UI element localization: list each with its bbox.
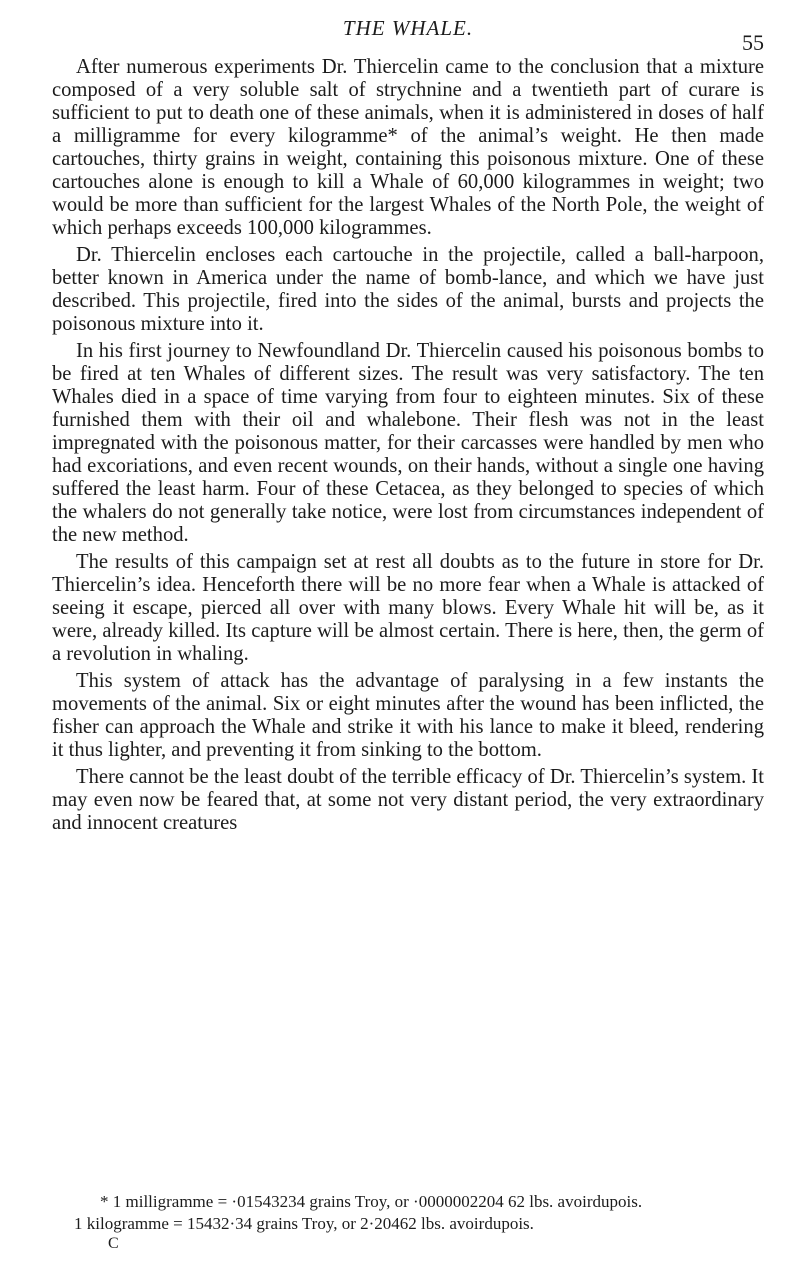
paragraph-ball-harpoon: Dr. Thiercelin encloses each cartouche in the projectile, called a ball-harpoon, better known in America under the name of bomb-lance, and which we have just described. This projectile, fired into the sides of the animal, bursts and projects the poisonous mixture into it. [52, 244, 764, 335]
paragraph-newfoundland-trial: In his first journey to Newfoundland Dr. Thiercelin caused his poisonous bombs to be fired at ten Whales of different sizes. The result was very satisfactory. The ten Whales died in a space of time varying from four to eighteen minutes. Six of these furnished them with their oil and whalebone. Their flesh was not in the least impregnated with the poisonous matter, for their carcasses were handled by men who had excoriations, and even recent wounds, on their hands, without a single one having suffered the least harm. Four of these Cetacea, as they belonged to species of which the whalers do not generally take notice, were lost from circumstances independent of the new method. [52, 340, 764, 546]
footnote-kilogramme: 1 kilogramme = 15432·34 grains Troy, or 2·20462 lbs. avoirdupois. [74, 1214, 534, 1233]
page-header [52, 16, 764, 56]
footnote-milligramme: * 1 milligramme = ·01543234 grains Troy, or ·0000002204 62 lbs. avoirdupois. [100, 1192, 643, 1211]
body-text [52, 56, 764, 835]
paragraph-paralysing-advantage: This system of attack has the advantage of paralysing in a few instants the movements of the animal. Six or eight minutes after the wound has been inflicted, the fisher can approach the Whale and strike it with his lance to make it bleed, rendering it thus lighter, and preventing it from sinking to the bottom. [52, 670, 764, 761]
paragraph-poison-mixture: After numerous experiments Dr. Thiercelin came to the conclusion that a mixture composed of a very soluble salt of strychnine and a twentieth part of curare is sufficient to put to death one of these animals, when it is administered in doses of half a milligramme for every kilogramme* of the animal’s weight. He then made cartouches, thirty grains in weight, containing this poisonous mixture. One of these cartouches alone is enough to kill a Whale of 60,000 kilogrammes in weight; two would be more than sufficient for the largest Whales of the North Pole, the weight of which perhaps exceeds 100,000 kilogrammes. [52, 56, 764, 239]
footnote [52, 1191, 764, 1235]
running-title: THE WHALE. [342, 16, 474, 40]
paragraph-efficacy: There cannot be the least doubt of the terrible efficacy of Dr. Thiercelin’s system. It may even now be feared that, at some not very distant period, the very extraordinary and innocent creatures [52, 766, 764, 834]
book-page [52, 16, 764, 1256]
paragraph-campaign-results: The results of this campaign set at rest all doubts as to the future in store for Dr. Thiercelin’s idea. Henceforth there will be no more fear when a Whale is attacked of seeing it escape, pierced all over with many blows. Every Whale hit will be, as it were, already killed. Its capture will be almost certain. There is here, then, the germ of a revolution in whaling. [52, 551, 764, 665]
signature-mark: C [108, 1235, 119, 1252]
page-number: 55 [742, 30, 764, 55]
